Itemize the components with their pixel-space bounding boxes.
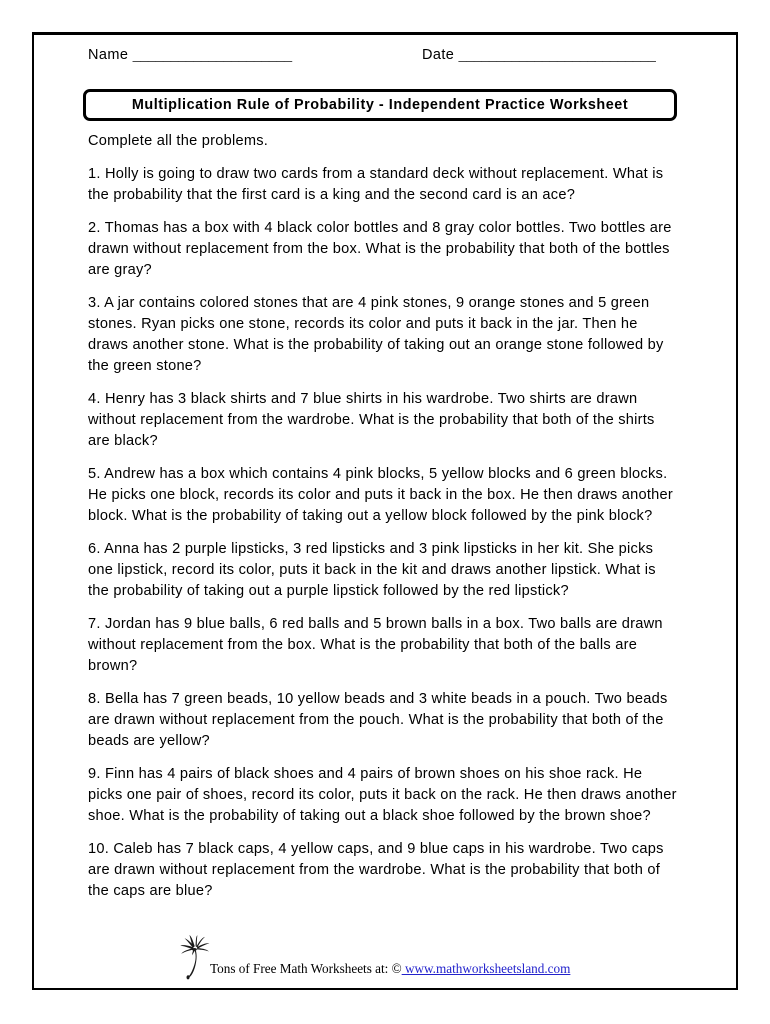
page-footer — [34, 933, 740, 989]
problem-item: 4. Henry has 3 black shirts and 7 blue shirts in his wardrobe. Two shirts are drawn without replacement from the wardrobe. What is the probability that both of the shirts are black? — [88, 391, 655, 449]
footer-credit — [210, 961, 570, 977]
name-blank-rule: _____________________ — [132, 47, 292, 63]
mathworksheetsland-link[interactable]: www.mathworksheetsland.com — [401, 961, 571, 976]
footer-credit-text: Tons of Free Math Worksheets at: © — [210, 961, 402, 976]
date-label: Date — [422, 47, 455, 63]
name-date-row — [88, 47, 708, 71]
worksheet-title-box — [83, 89, 677, 121]
problem-item: 9. Finn has 4 pairs of black shoes and 4 pairs of brown shoes on his shoe rack. He picks one pair of shoes, record its color, puts it back on the rack. He then draws another shoe. What is the probability of taking out a black shoe followed by the brown shoe? — [88, 766, 677, 824]
date-blank-rule: __________________________ — [458, 47, 656, 63]
problem-item: 6. Anna has 2 purple lipsticks, 3 red lipsticks and 3 pink lipsticks in her kit. She picks one lipstick, record its color, puts it back in the kit and draws another lipstick. What is the probability of taking out a purple lipstick followed by the red lipstick? — [88, 541, 656, 599]
instruction-text: Complete all the problems. — [88, 133, 269, 149]
problem-item: 10. Caleb has 7 black caps, 4 yellow caps, and 9 blue caps in his wardrobe. Two caps are drawn without replacement from the wardrobe. What is the probability that both of the caps are blue? — [88, 841, 664, 899]
worksheet-page — [32, 32, 738, 990]
problem-item: 1. Holly is going to draw two cards from a standard deck without replacement. What is the probability that the first card is a king and the second card is an ace? — [88, 166, 664, 203]
problem-item: 3. A jar contains colored stones that are 4 pink stones, 9 orange stones and 5 green stones. Ryan picks one stone, records its color and puts it back in the jar. Then he draws another stone. What is the probability of taking out an orange stone followed by the green stone? — [88, 295, 664, 374]
problem-item: 2. Thomas has a box with 4 black color bottles and 8 gray color bottles. Two bottles are drawn without replacement from the box. What is the probability that both of the bottles are gray? — [88, 220, 672, 278]
palm-tree-icon — [178, 935, 212, 981]
problem-item: 7. Jordan has 9 blue balls, 6 red balls and 5 brown balls in a box. Two balls are drawn without replacement from the box. What is the probability that both of the balls are brown? — [88, 616, 663, 674]
date-field[interactable] — [422, 47, 655, 63]
name-label: Name — [88, 47, 129, 63]
problem-item: 8. Bella has 7 green beads, 10 yellow beads and 3 white beads in a pouch. Two beads are drawn without replacement from the pouch. What is the probability that both of the beads are yellow? — [88, 691, 668, 749]
page-title: Multiplication Rule of Probability - Independent Practice Worksheet — [131, 96, 629, 113]
worksheet-body — [88, 131, 680, 914]
name-field[interactable] — [88, 47, 292, 63]
problem-item: 5. Andrew has a box which contains 4 pink blocks, 5 yellow blocks and 6 green blocks. He picks one block, records its color and puts it back in the box. He then draws another block. What is the probability of taking out a yellow block followed by the pink block? — [88, 466, 673, 524]
